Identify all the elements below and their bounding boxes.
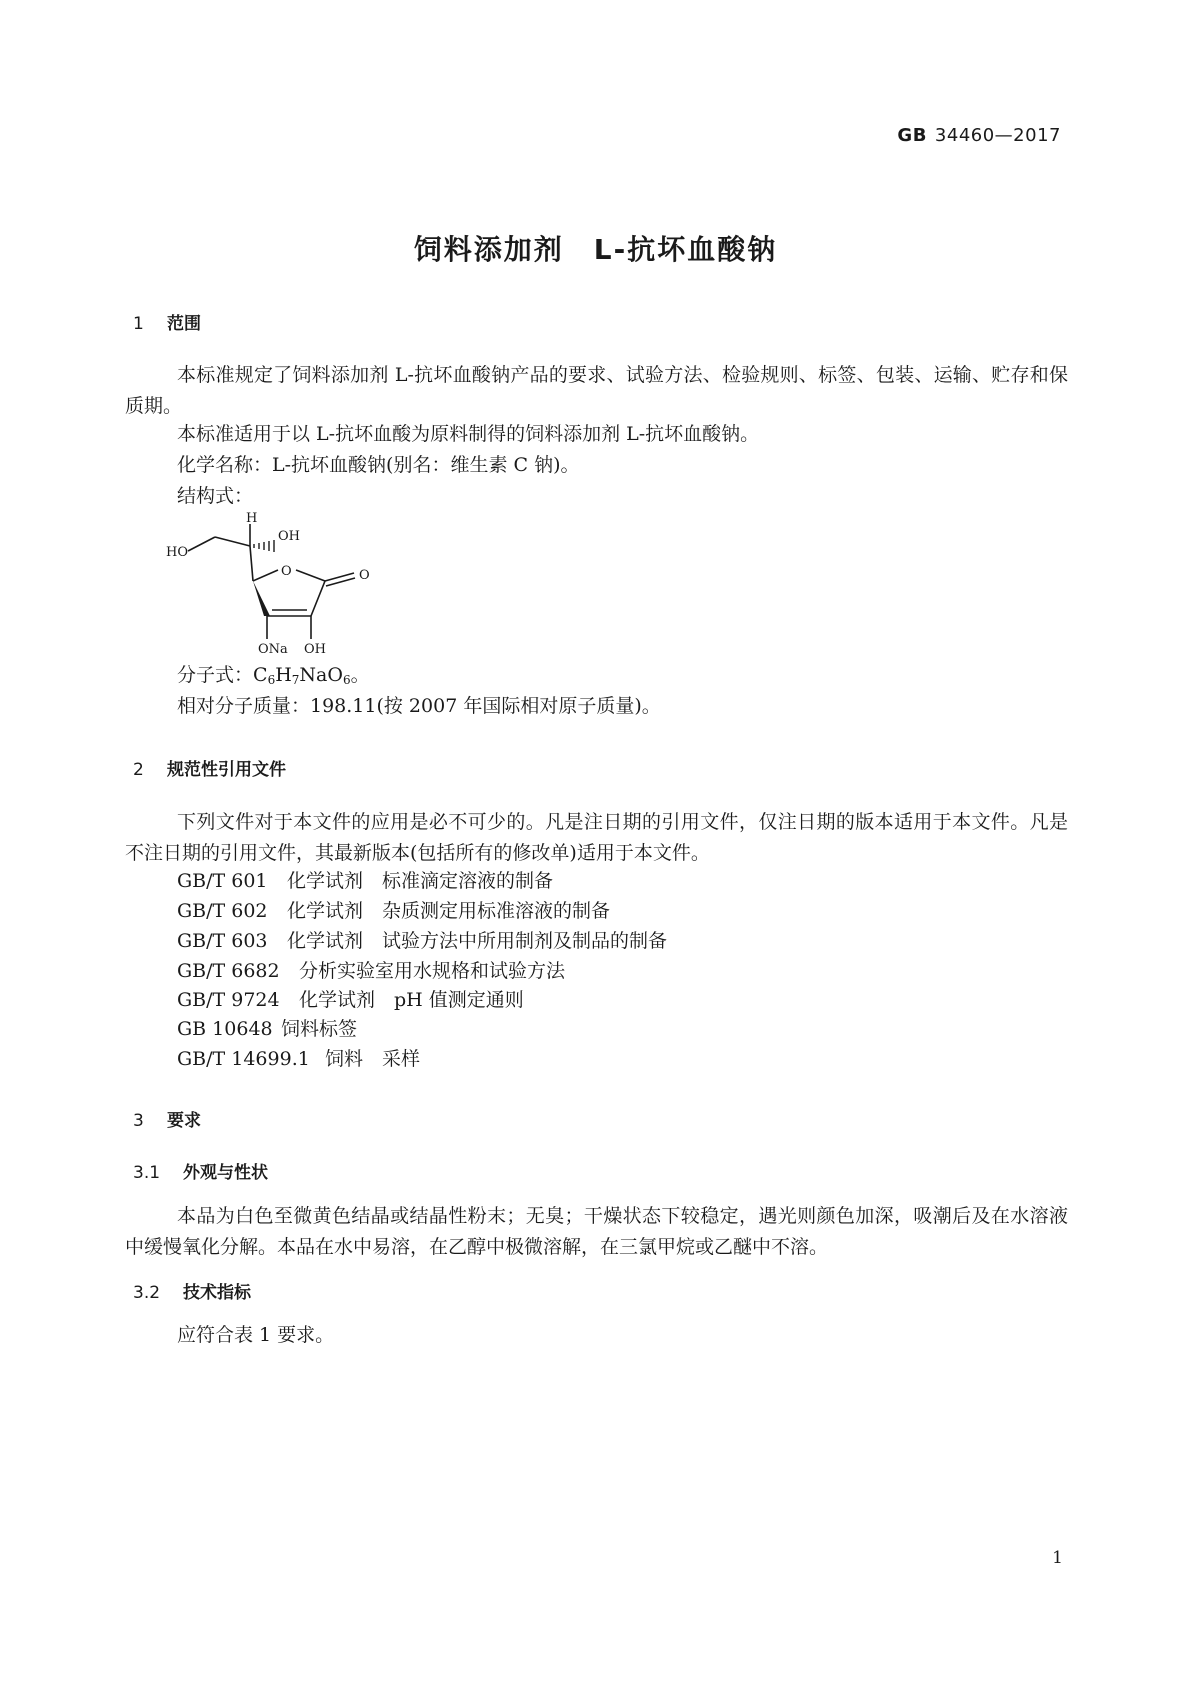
section-number: 2 — [133, 760, 144, 780]
subsection-title: 外观与性状 — [183, 1163, 268, 1183]
reference-code: GB/T 603 — [177, 930, 268, 952]
reference-item — [177, 866, 553, 897]
reference-item — [177, 926, 667, 957]
scope-paragraph: 本标准规定了饲料添加剂 L-抗坏血酸钠产品的要求、试验方法、检验规则、标签、包装、运输、贮存和保质期。 — [125, 364, 1068, 417]
formula-h: H — [275, 664, 292, 686]
reference-title: 饲料标签 — [281, 1018, 358, 1040]
section-1-heading — [133, 309, 201, 334]
reference-title: 化学试剂 杂质测定用标准溶液的制备 — [287, 900, 611, 922]
section-title: 范围 — [167, 314, 201, 334]
atom-ho-left-label: HO — [166, 545, 188, 560]
reference-code: GB/T 9724 — [177, 989, 280, 1011]
appearance-paragraph: 本品为白色至微黄色结晶或结晶性粉末；无臭；干燥状态下较稳定，遇光则颜色加深，吸潮后及在水溶液中缓慢氧化分解。本品在水中易溶，在乙醇中极微溶解，在三氯甲烷或乙醚中不溶。 — [125, 1205, 1068, 1258]
formula-label: 分子式： — [177, 664, 254, 686]
subsection-title: 技术指标 — [183, 1283, 251, 1303]
reference-title: 化学试剂 标准滴定溶液的制备 — [287, 870, 554, 892]
section-number: 3 — [133, 1111, 144, 1131]
scope-applicability: 本标准适用于以 L-抗坏血酸为原料制得的饲料添加剂 L-抗坏血酸钠。 — [177, 423, 760, 445]
formula-end: 。 — [350, 664, 370, 686]
formula-c-sub: 6 — [267, 673, 276, 687]
reference-title: 化学试剂 pH 值测定通则 — [299, 989, 524, 1011]
section-2-heading — [133, 755, 286, 780]
normative-references-paragraph: 下列文件对于本文件的应用是必不可少的。凡是注日期的引用文件，仅注日期的版本适用于本文件。凡是不注日期的引用文件，其最新版本(包括所有的修改单)适用于本文件。 — [125, 811, 1068, 864]
reference-item — [177, 956, 565, 987]
subsection-number: 3.1 — [133, 1163, 161, 1183]
reference-title: 饲料 采样 — [325, 1048, 421, 1070]
subsection-3-1-heading — [133, 1158, 268, 1183]
page-number: 1 — [1052, 1548, 1063, 1568]
section-number: 1 — [133, 314, 144, 334]
subsection-3-2-heading — [133, 1278, 251, 1303]
atom-oh-top-label: OH — [278, 529, 300, 544]
reference-item — [177, 896, 610, 927]
reference-code: GB 10648 — [177, 1018, 273, 1040]
standard-code — [897, 125, 1061, 146]
carbonyl-oxygen-label: O — [359, 568, 370, 583]
document-title: 饲料添加剂 L-抗坏血酸钠 — [413, 233, 778, 266]
standard-number: 34460—2017 — [934, 125, 1061, 146]
reference-title: 分析实验室用水规格和试验方法 — [299, 960, 566, 982]
section-title: 要求 — [167, 1111, 201, 1131]
reference-code: GB/T 6682 — [177, 960, 280, 982]
reference-code: GB/T 602 — [177, 900, 268, 922]
formula-o-sub: 6 — [342, 673, 351, 687]
reference-item — [177, 985, 524, 1016]
section-3-heading — [133, 1106, 201, 1131]
molecular-mass: 相对分子质量：198.11(按 2007 年国际相对原子质量)。 — [177, 695, 661, 717]
reference-code: GB/T 14699.1 — [177, 1048, 310, 1070]
atom-ona-label: ONa — [258, 642, 288, 657]
atom-oh-bottom-label: OH — [304, 642, 326, 657]
technical-indicators-text: 应符合表 1 要求。 — [177, 1324, 335, 1346]
structure-label: 结构式： — [177, 485, 254, 507]
atom-h-label: H — [246, 511, 258, 526]
reference-item — [177, 1044, 420, 1075]
ring-oxygen-label: O — [281, 564, 292, 579]
formula-nao: NaO — [299, 664, 343, 686]
reference-code: GB/T 601 — [177, 870, 268, 892]
structural-formula-diagram — [160, 508, 400, 658]
reference-title: 化学试剂 试验方法中所用制剂及制品的制备 — [287, 930, 668, 952]
formula-c: C — [253, 664, 268, 686]
reference-item — [177, 1014, 357, 1045]
chemical-name: 化学名称：L-抗坏血酸钠(别名：维生素 C 钠)。 — [177, 454, 580, 476]
standard-prefix: GB — [897, 125, 927, 146]
section-title: 规范性引用文件 — [167, 760, 286, 780]
subsection-number: 3.2 — [133, 1283, 161, 1303]
formula-h-sub: 7 — [291, 673, 300, 687]
